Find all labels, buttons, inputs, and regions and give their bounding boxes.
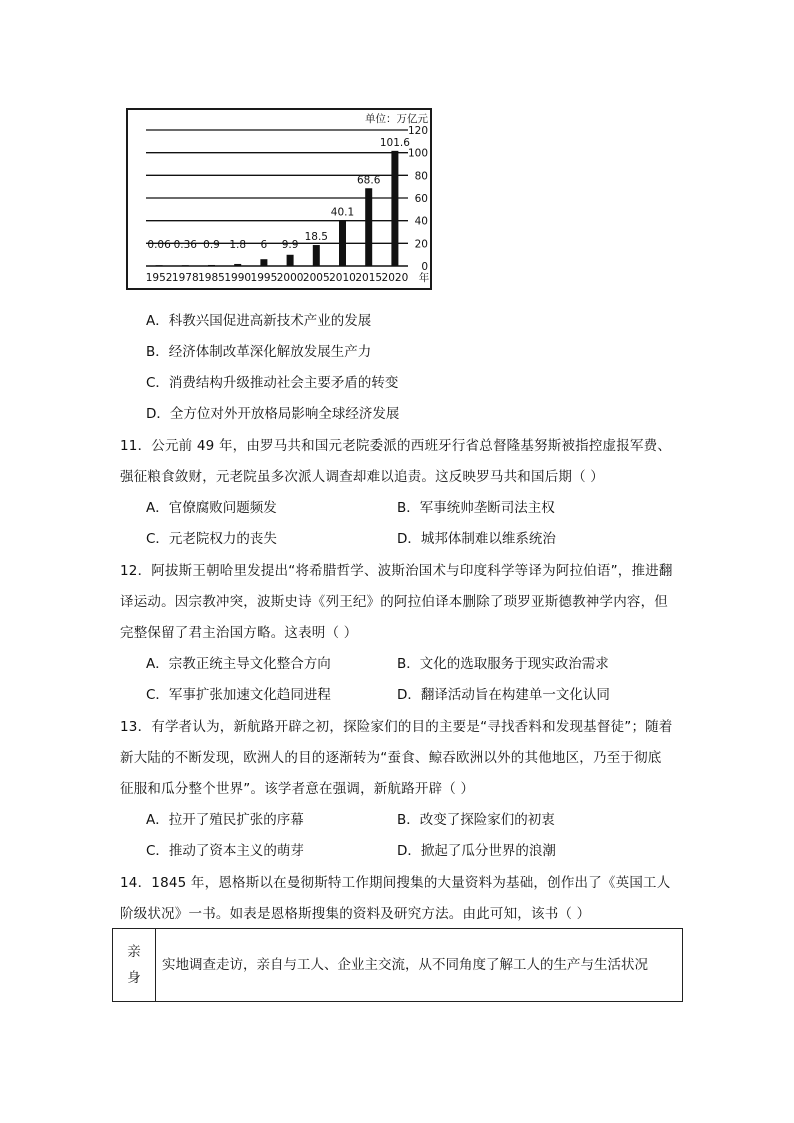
q10-option-a: A．科教兴国促进高新技术产业的发展 <box>146 313 372 329</box>
q13-option-c: C．推动了资本主义的萌芽 <box>146 843 304 859</box>
q14-stem-line-2: 阶级状况》一书。如表是恩格斯搜集的资料及研究方法。由此可知，该书（ ） <box>120 906 591 922</box>
bar <box>260 259 267 266</box>
y-tick-label: 20 <box>414 238 428 251</box>
q14-source-table <box>112 928 683 1002</box>
data-label: 6 <box>260 239 268 251</box>
bar <box>156 265 163 266</box>
q12-option-b: B．文化的选取服务于现实政治需求 <box>397 656 609 672</box>
data-label: 101.6 <box>379 136 410 149</box>
q13-stem-line-3: 征服和瓜分整个世界”。该学者意在强调，新航路开辟（ ） <box>120 781 475 797</box>
bar <box>182 265 189 266</box>
q11-stem-line-2: 强征粮食敛财，元老院虽多次派人调查却难以追责。这反映罗马共和国后期（ ） <box>120 469 604 485</box>
x-tick-label: 2005 <box>302 272 330 284</box>
data-label: 9.9 <box>281 239 299 251</box>
y-tick-label: 0 <box>421 261 428 273</box>
unit-label: 单位：万亿元 <box>365 113 428 125</box>
y-tick-label: 80 <box>414 170 428 183</box>
y-tick-label: 100 <box>407 147 428 160</box>
data-label: 1.8 <box>229 239 247 251</box>
x-axis-label: 年 <box>418 272 430 284</box>
q11-option-a: A．官僚腐败问题频发 <box>146 500 277 516</box>
bar <box>313 245 320 266</box>
q10-option-b: B．经济体制改革深化解放发展生产力 <box>146 344 372 360</box>
y-tick-label: 40 <box>414 215 428 228</box>
data-label: 0.36 <box>173 239 197 251</box>
x-tick-label: 1952 <box>145 272 173 284</box>
bar <box>365 188 372 266</box>
data-label: 40.1 <box>330 206 355 219</box>
x-tick-label: 2010 <box>329 272 356 284</box>
q13-option-a: A．拉开了殖民扩张的序幕 <box>146 812 304 828</box>
x-tick-label: 1978 <box>171 272 199 284</box>
q12-stem-line-1: 12．阿拔斯王朝哈里发提出“将希腊哲学、波斯治国术与印度科学等译为阿拉伯语”，推进翻 <box>120 563 673 579</box>
table-row <box>113 929 683 1002</box>
q11-option-b: B．军事统帅垄断司法主权 <box>397 500 555 516</box>
y-tick-label: 60 <box>414 193 428 205</box>
data-label: 0.9 <box>203 239 220 251</box>
q13-stem-line-2: 新大陆的不断发现，欧洲人的目的逐渐转为“蚕食、鲸吞欧洲以外的其他地区，乃至于彻底 <box>120 750 662 766</box>
q12-option-a: A．宗教正统主导文化整合方向 <box>146 656 331 672</box>
bar <box>391 151 398 266</box>
data-label: 0.06 <box>147 239 171 251</box>
q14-stem-line-1: 14．1845 年，恩格斯以在曼彻斯特工作期间搜集的大量资料为基础，创作出了《英国工人 <box>120 875 671 891</box>
q11-option-c: C．元老院权力的丧失 <box>146 531 277 547</box>
q12-option-d: D．翻译活动旨在构建单一文化认同 <box>397 687 610 703</box>
q13-option-b: B．改变了探险家们的初衷 <box>397 812 555 828</box>
q12-stem-line-3: 完整保留了君主治国方略。这表明（ ） <box>120 625 358 641</box>
bar <box>208 265 215 266</box>
table-key-char-1: 亲 <box>127 944 141 960</box>
q10-option-c: C．消费结构升级推动社会主要矛盾的转变 <box>146 375 399 391</box>
bar <box>287 255 294 266</box>
x-tick-label: 1985 <box>198 272 225 284</box>
x-tick-label: 1990 <box>224 272 252 284</box>
q12-stem-line-2: 译运动。因宗教冲突，波斯史诗《列王纪》的阿拉伯译本删除了琐罗亚斯德教神学内容，但 <box>120 594 668 610</box>
table-key-cell <box>113 929 156 1002</box>
x-tick-label: 2020 <box>381 272 409 284</box>
bar <box>339 221 346 266</box>
gdp-bar-chart <box>126 108 432 290</box>
q13-stem-line-1: 13．有学者认为，新航路开辟之初，探险家们的目的主要是“寻找香料和发现基督徒”；随着 <box>120 719 673 735</box>
q12-option-c: C．军事扩张加速文化趋同进程 <box>146 687 331 703</box>
x-tick-label: 2015 <box>355 272 383 284</box>
chart-svg <box>128 110 430 288</box>
q13-option-d: D．掀起了瓜分世界的浪潮 <box>397 843 556 859</box>
x-tick-label: 2000 <box>276 272 304 284</box>
q11-option-d: D．城邦体制难以维系统治 <box>397 531 556 547</box>
y-tick-label: 120 <box>407 125 428 137</box>
q11-stem-line-1: 11．公元前 49 年，由罗马共和国元老院委派的西班牙行省总督隆基努斯被指控虚报军费、 <box>120 438 672 454</box>
data-label: 18.5 <box>304 231 328 244</box>
q10-option-d: D．全方位对外开放格局影响全球经济发展 <box>146 406 400 422</box>
table-value-cell: 实地调查走访，亲自与工人、企业主交流，从不同角度了解工人的生产与生活状况 <box>156 929 683 1002</box>
data-label: 68.6 <box>357 174 381 187</box>
x-tick-label: 1995 <box>250 272 278 284</box>
table-key-char-2: 身 <box>127 970 141 986</box>
bar <box>234 264 241 266</box>
